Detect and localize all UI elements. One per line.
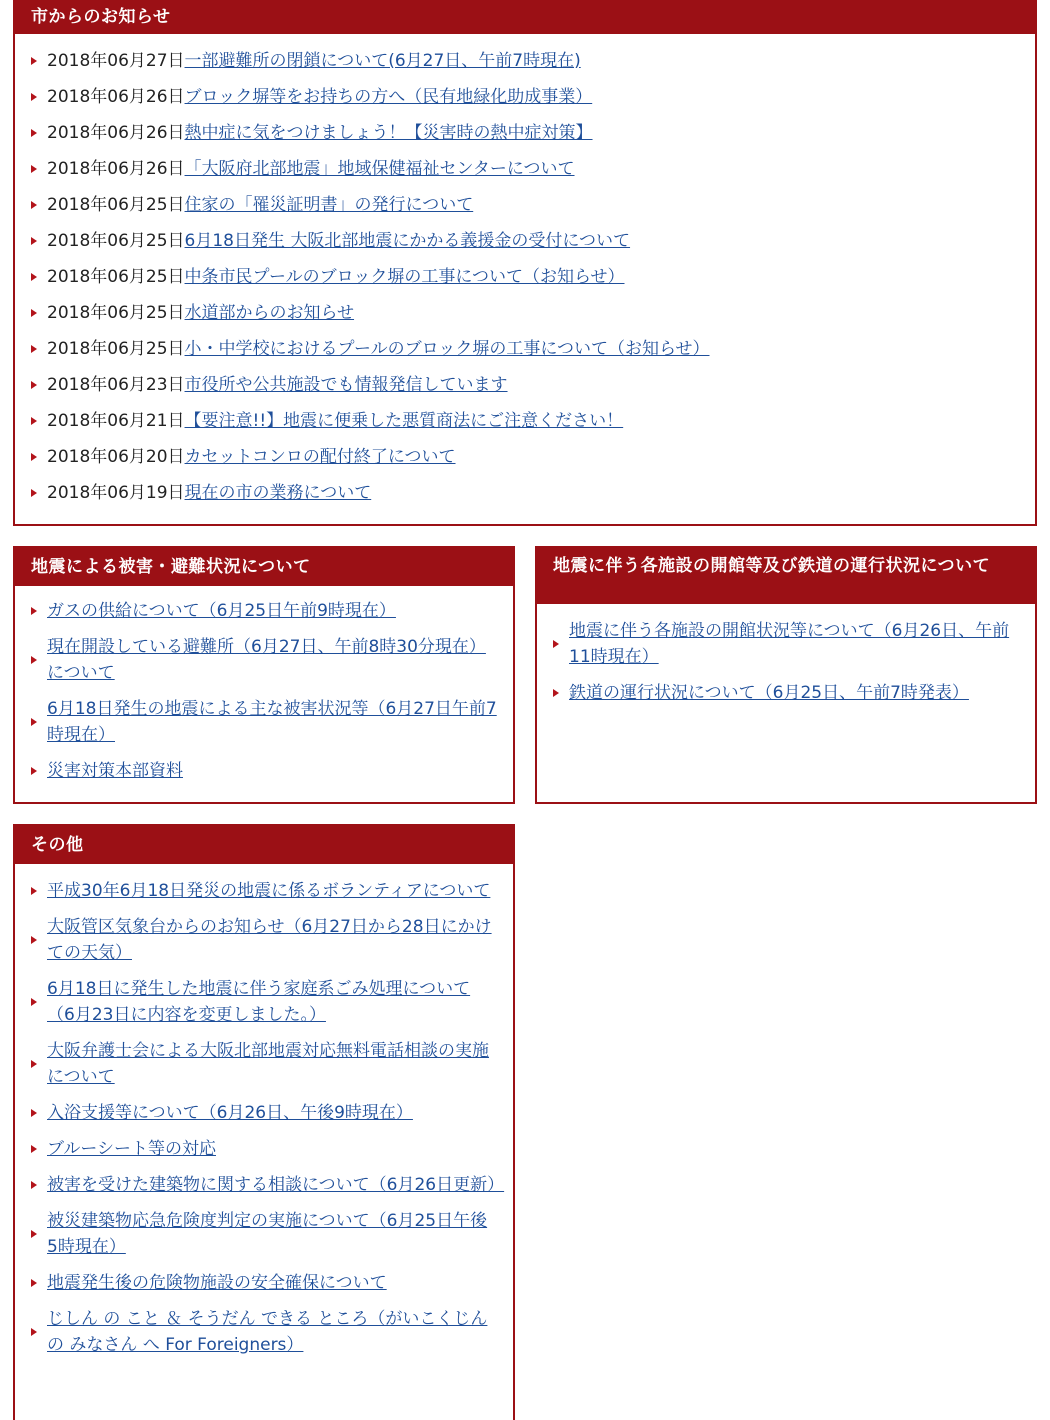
arrow-right-icon: [31, 93, 37, 101]
arrow-right-icon: [31, 1230, 37, 1238]
news-date: 2018年06月27日: [47, 51, 185, 71]
other-item: [31, 878, 497, 904]
damage-item: [31, 758, 497, 784]
news-item: [31, 120, 1019, 146]
other-item: [31, 1270, 497, 1296]
arrow-right-icon: [31, 607, 37, 615]
other-link[interactable]: ブルーシート等の対応: [47, 1139, 216, 1159]
arrow-right-icon: [31, 1328, 37, 1336]
arrow-right-icon: [31, 718, 37, 726]
arrow-right-icon: [31, 237, 37, 245]
news-list: [31, 48, 1019, 506]
news-link[interactable]: 一部避難所の閉鎖について(6月27日、午前7時現在): [184, 51, 581, 71]
other-panel: [13, 824, 515, 1420]
facilities-list: [553, 618, 1019, 706]
other-link[interactable]: 地震発生後の危険物施設の安全確保について: [47, 1273, 387, 1293]
news-date: 2018年06月26日: [47, 87, 185, 107]
facilities-panel-body: [537, 604, 1035, 722]
arrow-right-icon: [31, 453, 37, 461]
news-item: [31, 444, 1019, 470]
arrow-right-icon: [553, 640, 559, 648]
other-link[interactable]: じしん の こと ＆ そうだん できる ところ（がいこくじん の みなさん へ For Foreigners）: [47, 1309, 488, 1355]
other-link[interactable]: 被災建築物応急危険度判定の実施について（6月25日午後5時現在）: [47, 1211, 488, 1257]
news-link[interactable]: 現在の市の業務について: [184, 483, 372, 503]
news-item: [31, 480, 1019, 506]
arrow-right-icon: [31, 273, 37, 281]
damage-link[interactable]: ガスの供給について（6月25日午前9時現在）: [47, 601, 396, 621]
news-item: [31, 192, 1019, 218]
arrow-right-icon: [553, 689, 559, 697]
news-link[interactable]: ブロック塀等をお持ちの方へ（民有地緑化助成事業）: [184, 87, 593, 107]
arrow-right-icon: [31, 57, 37, 65]
news-item: [31, 336, 1019, 362]
facilities-panel: [535, 546, 1037, 804]
news-item: [31, 264, 1019, 290]
news-date: 2018年06月20日: [47, 447, 185, 467]
arrow-right-icon: [31, 165, 37, 173]
news-link[interactable]: カセットコンロの配付終了について: [184, 447, 456, 467]
news-date: 2018年06月25日: [47, 231, 185, 251]
news-item: [31, 48, 1019, 74]
damage-item: [31, 634, 497, 686]
facilities-link[interactable]: 鉄道の運行状況について（6月25日、午前7時発表）: [569, 683, 969, 703]
arrow-right-icon: [31, 345, 37, 353]
arrow-right-icon: [31, 489, 37, 497]
facilities-link[interactable]: 地震に伴う各施設の開館状況等について（6月26日、午前11時現在）: [569, 621, 1010, 667]
damage-panel-body: [15, 586, 513, 800]
arrow-right-icon: [31, 201, 37, 209]
arrow-right-icon: [31, 1279, 37, 1287]
news-link[interactable]: 6月18日発生 大阪北部地震にかかる義援金の受付について: [184, 231, 631, 251]
news-panel-title: 市からのお知らせ: [15, 0, 1035, 34]
news-date: 2018年06月26日: [47, 159, 185, 179]
damage-link[interactable]: 現在開設している避難所（6月27日、午前8時30分現在）について: [47, 637, 486, 683]
news-link[interactable]: 水道部からのお知らせ: [184, 303, 355, 323]
damage-item: [31, 696, 497, 748]
arrow-right-icon: [31, 1181, 37, 1189]
news-item: [31, 228, 1019, 254]
other-item: [31, 914, 497, 966]
arrow-right-icon: [31, 887, 37, 895]
news-link[interactable]: 【要注意!!】地震に便乗した悪質商法にご注意ください！: [184, 411, 624, 431]
other-item: [31, 1172, 505, 1198]
news-link[interactable]: 熱中症に気をつけましょう！【災害時の熱中症対策】: [184, 123, 593, 143]
news-date: 2018年06月25日: [47, 267, 185, 287]
other-item: [31, 976, 497, 1028]
facilities-item: [553, 618, 1019, 670]
news-link[interactable]: 市役所や公共施設でも情報発信しています: [184, 375, 508, 395]
arrow-right-icon: [31, 656, 37, 664]
news-link[interactable]: 小・中学校におけるプールのブロック塀の工事について（お知らせ）: [184, 339, 710, 359]
news-date: 2018年06月25日: [47, 303, 185, 323]
arrow-right-icon: [31, 936, 37, 944]
other-link[interactable]: 入浴支援等について（6月26日、午後9時現在）: [47, 1103, 413, 1123]
other-link[interactable]: 大阪弁護士会による大阪北部地震対応無料電話相談の実施について: [47, 1041, 489, 1087]
arrow-right-icon: [31, 767, 37, 775]
arrow-right-icon: [31, 309, 37, 317]
other-item: [31, 1136, 497, 1162]
news-date: 2018年06月21日: [47, 411, 185, 431]
other-item: [31, 1306, 497, 1358]
other-link[interactable]: 大阪管区気象台からのお知らせ（6月27日から28日にかけての天気）: [47, 917, 492, 963]
arrow-right-icon: [31, 381, 37, 389]
damage-link[interactable]: 6月18日発生の地震による主な被害状況等（6月27日午前7時現在）: [47, 699, 497, 745]
news-date: 2018年06月19日: [47, 483, 185, 503]
other-item: [31, 1100, 497, 1126]
news-panel: [13, 0, 1037, 526]
news-item: [31, 408, 1019, 434]
other-panel-title: その他: [15, 826, 513, 864]
news-date: 2018年06月23日: [47, 375, 185, 395]
other-link[interactable]: 被害を受けた建築物に関する相談について（6月26日更新）: [47, 1175, 505, 1195]
arrow-right-icon: [31, 417, 37, 425]
news-item: [31, 84, 1019, 110]
other-item: [31, 1038, 497, 1090]
damage-list: [31, 598, 497, 784]
other-list: [31, 878, 505, 1358]
damage-item: [31, 598, 497, 624]
other-link[interactable]: 平成30年6月18日発災の地震に係るボランティアについて: [47, 881, 491, 901]
arrow-right-icon: [31, 998, 37, 1006]
facilities-item: [553, 680, 1019, 706]
news-date: 2018年06月25日: [47, 339, 185, 359]
news-item: [31, 300, 1019, 326]
news-date: 2018年06月25日: [47, 195, 185, 215]
news-link[interactable]: 「大阪府北部地震」地域保健福祉センターについて: [184, 159, 575, 179]
other-panel-body: [15, 864, 513, 1374]
arrow-right-icon: [31, 1145, 37, 1153]
news-item: [31, 372, 1019, 398]
arrow-right-icon: [31, 129, 37, 137]
arrow-right-icon: [31, 1109, 37, 1117]
facilities-panel-title: 地震に伴う各施設の開館等及び鉄道の運行状況について: [537, 548, 1035, 604]
damage-panel: [13, 546, 515, 804]
other-item: [31, 1208, 497, 1260]
damage-link[interactable]: 災害対策本部資料: [47, 761, 183, 781]
news-date: 2018年06月26日: [47, 123, 185, 143]
damage-panel-title: 地震による被害・避難状況について: [15, 548, 513, 586]
other-link[interactable]: 6月18日に発生した地震に伴う家庭系ごみ処理について（6月23日に内容を変更しました。）: [47, 979, 471, 1025]
news-link[interactable]: 住家の「罹災証明書」の発行について: [184, 195, 474, 215]
news-panel-body: [15, 34, 1035, 522]
arrow-right-icon: [31, 1060, 37, 1068]
news-item: [31, 156, 1019, 182]
news-link[interactable]: 中条市民プールのブロック塀の工事について（お知らせ）: [184, 267, 625, 287]
